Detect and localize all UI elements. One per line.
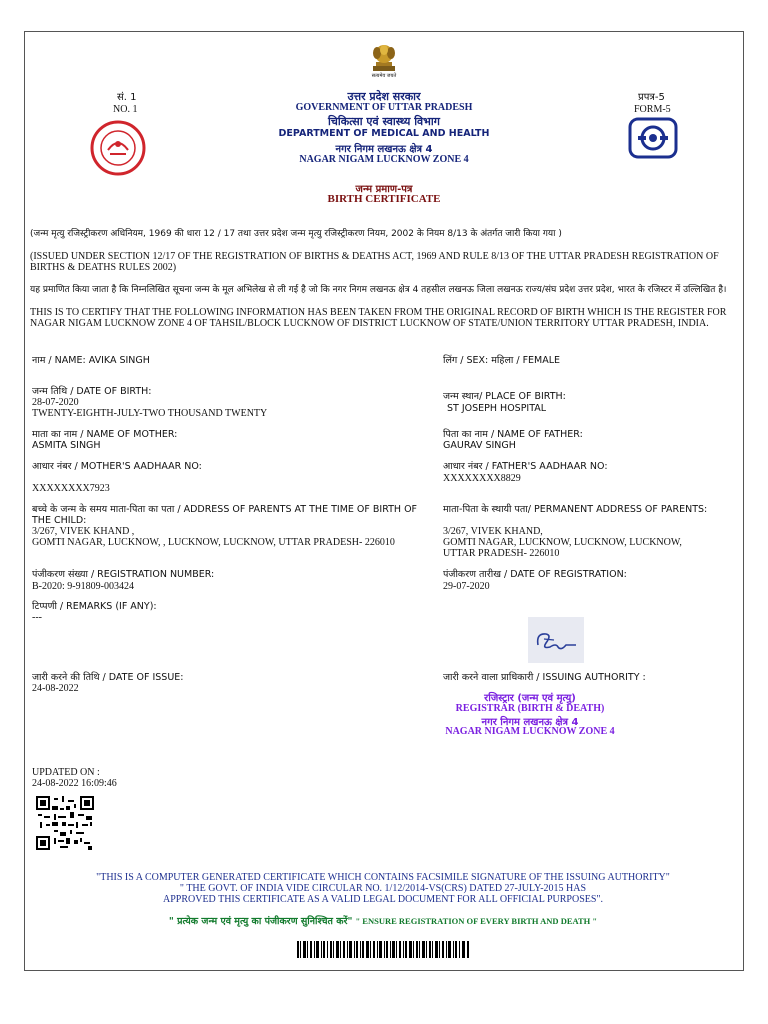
- father-aadhaar-label: आधार नंबर / FATHER'S AADHAAR NO:: [443, 461, 608, 472]
- birth-address-value: 3/267, VIVEK KHAND , GOMTI NAGAR, LUCKNOW, , LUCKNOW, LUCKNOW, UTTAR PRADESH- 226010: [32, 526, 395, 548]
- serial-number: NO. 1: [113, 104, 138, 115]
- form-number: FORM-5: [634, 104, 671, 115]
- registrar-zone: NAGAR NIGAM LUCKNOW ZONE 4: [445, 726, 615, 737]
- issued-under-hindi: (जन्म मृत्यु रजिस्ट्रीकरण अधिनियम, 1969 की धारा 12 / 17 तथा उत्तर प्रदेश जन्म मृत्यु रजिस्ट्रीकरण नियम, 2002 के नियम 8/13 के अंतर्गत जारी किया गया ): [30, 229, 562, 239]
- certify-statement: THIS IS TO CERTIFY THAT THE FOLLOWING INFORMATION HAS BEEN TAKEN FROM THE ORIGINAL RECORD OF BIRTH WHICH IS THE REGISTER FOR NAGAR NIGAM LUCKNOW ZONE 4 OF TAHSIL/BLOCK LUCKNOW OF DISTRICT LUCKNOW OF STATE/UNION TERRITORY UTTAR PRADESH, INDIA.: [30, 307, 727, 329]
- issue-date-value: 24-08-2022: [32, 683, 79, 694]
- dob-value: 28-07-2020: [32, 397, 79, 408]
- legal-document-note: APPROVED THIS CERTIFICATE AS A VALID LEGAL DOCUMENT FOR ALL OFFICIAL PURPOSES".: [162, 894, 604, 905]
- registration-date-value: 29-07-2020: [443, 581, 490, 592]
- father-aadhaar-value: XXXXXXXX8829: [443, 473, 521, 484]
- qr-code: [36, 796, 94, 850]
- mother-aadhaar-value: XXXXXXXX7923: [32, 483, 110, 494]
- birth-address-label: बच्चे के जन्म के समय माता-पिता का पता / ADDRESS OF PARENTS AT THE TIME OF BIRTH OF THE CHILD:: [32, 504, 418, 526]
- remarks-value: ---: [32, 612, 42, 623]
- updated-on-label: UPDATED ON :: [32, 767, 100, 778]
- issuing-authority-label: जारी करने वाला प्राधिकारी / ISSUING AUTHORITY :: [443, 672, 646, 683]
- certificate-title-hindi: जन्म प्रमाण-पत्र: [355, 184, 413, 195]
- emblem-motto: सत्यमेव जयते: [371, 73, 397, 79]
- issue-date-label: जारी करने की तिथि / DATE OF ISSUE:: [32, 672, 184, 683]
- father-name-label: पिता का नाम / NAME OF FATHER:: [443, 429, 583, 440]
- serial-number-hindi: सं. 1: [117, 92, 137, 103]
- registrar-title-hindi: रजिस्ट्रार (जन्म एवं मृत्यु): [484, 693, 576, 704]
- signature-image: [528, 617, 584, 663]
- crs-logo-icon: [628, 117, 678, 159]
- department-name: DEPARTMENT OF MEDICAL AND HEALTH: [278, 128, 490, 139]
- dob-label: जन्म तिथि / DATE OF BIRTH:: [32, 386, 152, 397]
- up-government-seal-icon: [90, 120, 146, 176]
- pob-label: जन्म स्थान/ PLACE OF BIRTH:: [443, 391, 566, 402]
- mother-name-value: ASMITA SINGH: [32, 440, 101, 451]
- registration-slogan: [24, 914, 742, 927]
- govt-circular-note: " THE GOVT. OF INDIA VIDE CIRCULAR NO. 1/12/2014-VS(CRS) DATED 27-JULY-2015 HAS: [179, 883, 587, 894]
- zone-name: NAGAR NIGAM LUCKNOW ZONE 4: [299, 154, 469, 165]
- computer-generated-note: "THIS IS A COMPUTER GENERATED CERTIFICATE WHICH CONTAINS FACSIMILE SIGNATURE OF THE ISSUING AUTHORITY": [96, 872, 670, 883]
- registrar-title: REGISTRAR (BIRTH & DEATH): [455, 703, 605, 714]
- government-name: GOVERNMENT OF UTTAR PRADESH: [295, 102, 473, 113]
- slogan-english: " ENSURE REGISTRATION OF EVERY BIRTH AND DEATH ": [355, 916, 598, 926]
- certify-statement-hindi: यह प्रमाणित किया जाता है कि निम्नलिखित सूचना जन्म के मूल अभिलेख से ली गई है जो कि नगर निगम लखनऊ क्षेत्र 4 तहसील लखनऊ जिला लखनऊ राज्य/संघ प्रदेश उत्तर प्रदेश, भारत के रजिस्टर में उल्लिखित है।: [30, 285, 727, 295]
- form-number-hindi: प्रपत्र-5: [638, 92, 665, 103]
- name-label: नाम / NAME:: [32, 355, 86, 366]
- pob-value: ST JOSEPH HOSPITAL: [447, 403, 547, 414]
- registration-number-value: B-2020: 9-91809-003424: [32, 581, 134, 592]
- father-name-value: GAURAV SINGH: [443, 440, 516, 451]
- barcode: [297, 941, 469, 958]
- department-name-hindi: चिकित्सा एवं स्वास्थ्य विभाग: [328, 115, 440, 128]
- remarks-label: टिप्पणी / REMARKS (IF ANY):: [32, 601, 157, 612]
- zone-name-hindi: नगर निगम लखनऊ क्षेत्र 4: [335, 144, 433, 155]
- government-name-hindi: उत्तर प्रदेश सरकार: [347, 90, 421, 103]
- certificate-title: BIRTH CERTIFICATE: [327, 193, 441, 205]
- dob-words: TWENTY-EIGHTH-JULY-TWO THOUSAND TWENTY: [32, 408, 268, 419]
- sex-field: लिंग / SEX: महिला / FEMALE: [443, 355, 561, 366]
- mother-name-label: माता का नाम / NAME OF MOTHER:: [32, 429, 178, 440]
- permanent-address-value: 3/267, VIVEK KHAND, GOMTI NAGAR, LUCKNOW, LUCKNOW, LUCKNOW, UTTAR PRADESH- 226010: [443, 526, 682, 559]
- issued-under: (ISSUED UNDER SECTION 12/17 OF THE REGISTRATION OF BIRTHS & DEATHS ACT, 1969 AND RULE 8/13 OF THE UTTAR PRADESH REGISTRATION OF BIRTHS & DEATHS RULES 2002): [30, 251, 719, 273]
- permanent-address-label: माता-पिता के स्थायी पता/ PERMANENT ADDRESS OF PARENTS:: [443, 504, 708, 515]
- name-value: AVIKA SINGH: [88, 355, 150, 366]
- registrar-zone-hindi: नगर निगम लखनऊ क्षेत्र 4: [481, 717, 579, 728]
- slogan-hindi: " प्रत्येक जन्म एवं मृत्यु का पंजीकरण सुनिश्चित करें": [168, 916, 353, 927]
- name-field: [32, 355, 150, 366]
- updated-on-value: 24-08-2022 16:09:46: [32, 778, 117, 789]
- registration-date-label: पंजीकरण तारीख / DATE OF REGISTRATION:: [443, 569, 627, 580]
- mother-aadhaar-label: आधार नंबर / MOTHER'S AADHAAR NO:: [32, 461, 202, 472]
- registration-number-label: पंजीकरण संख्या / REGISTRATION NUMBER:: [32, 569, 215, 580]
